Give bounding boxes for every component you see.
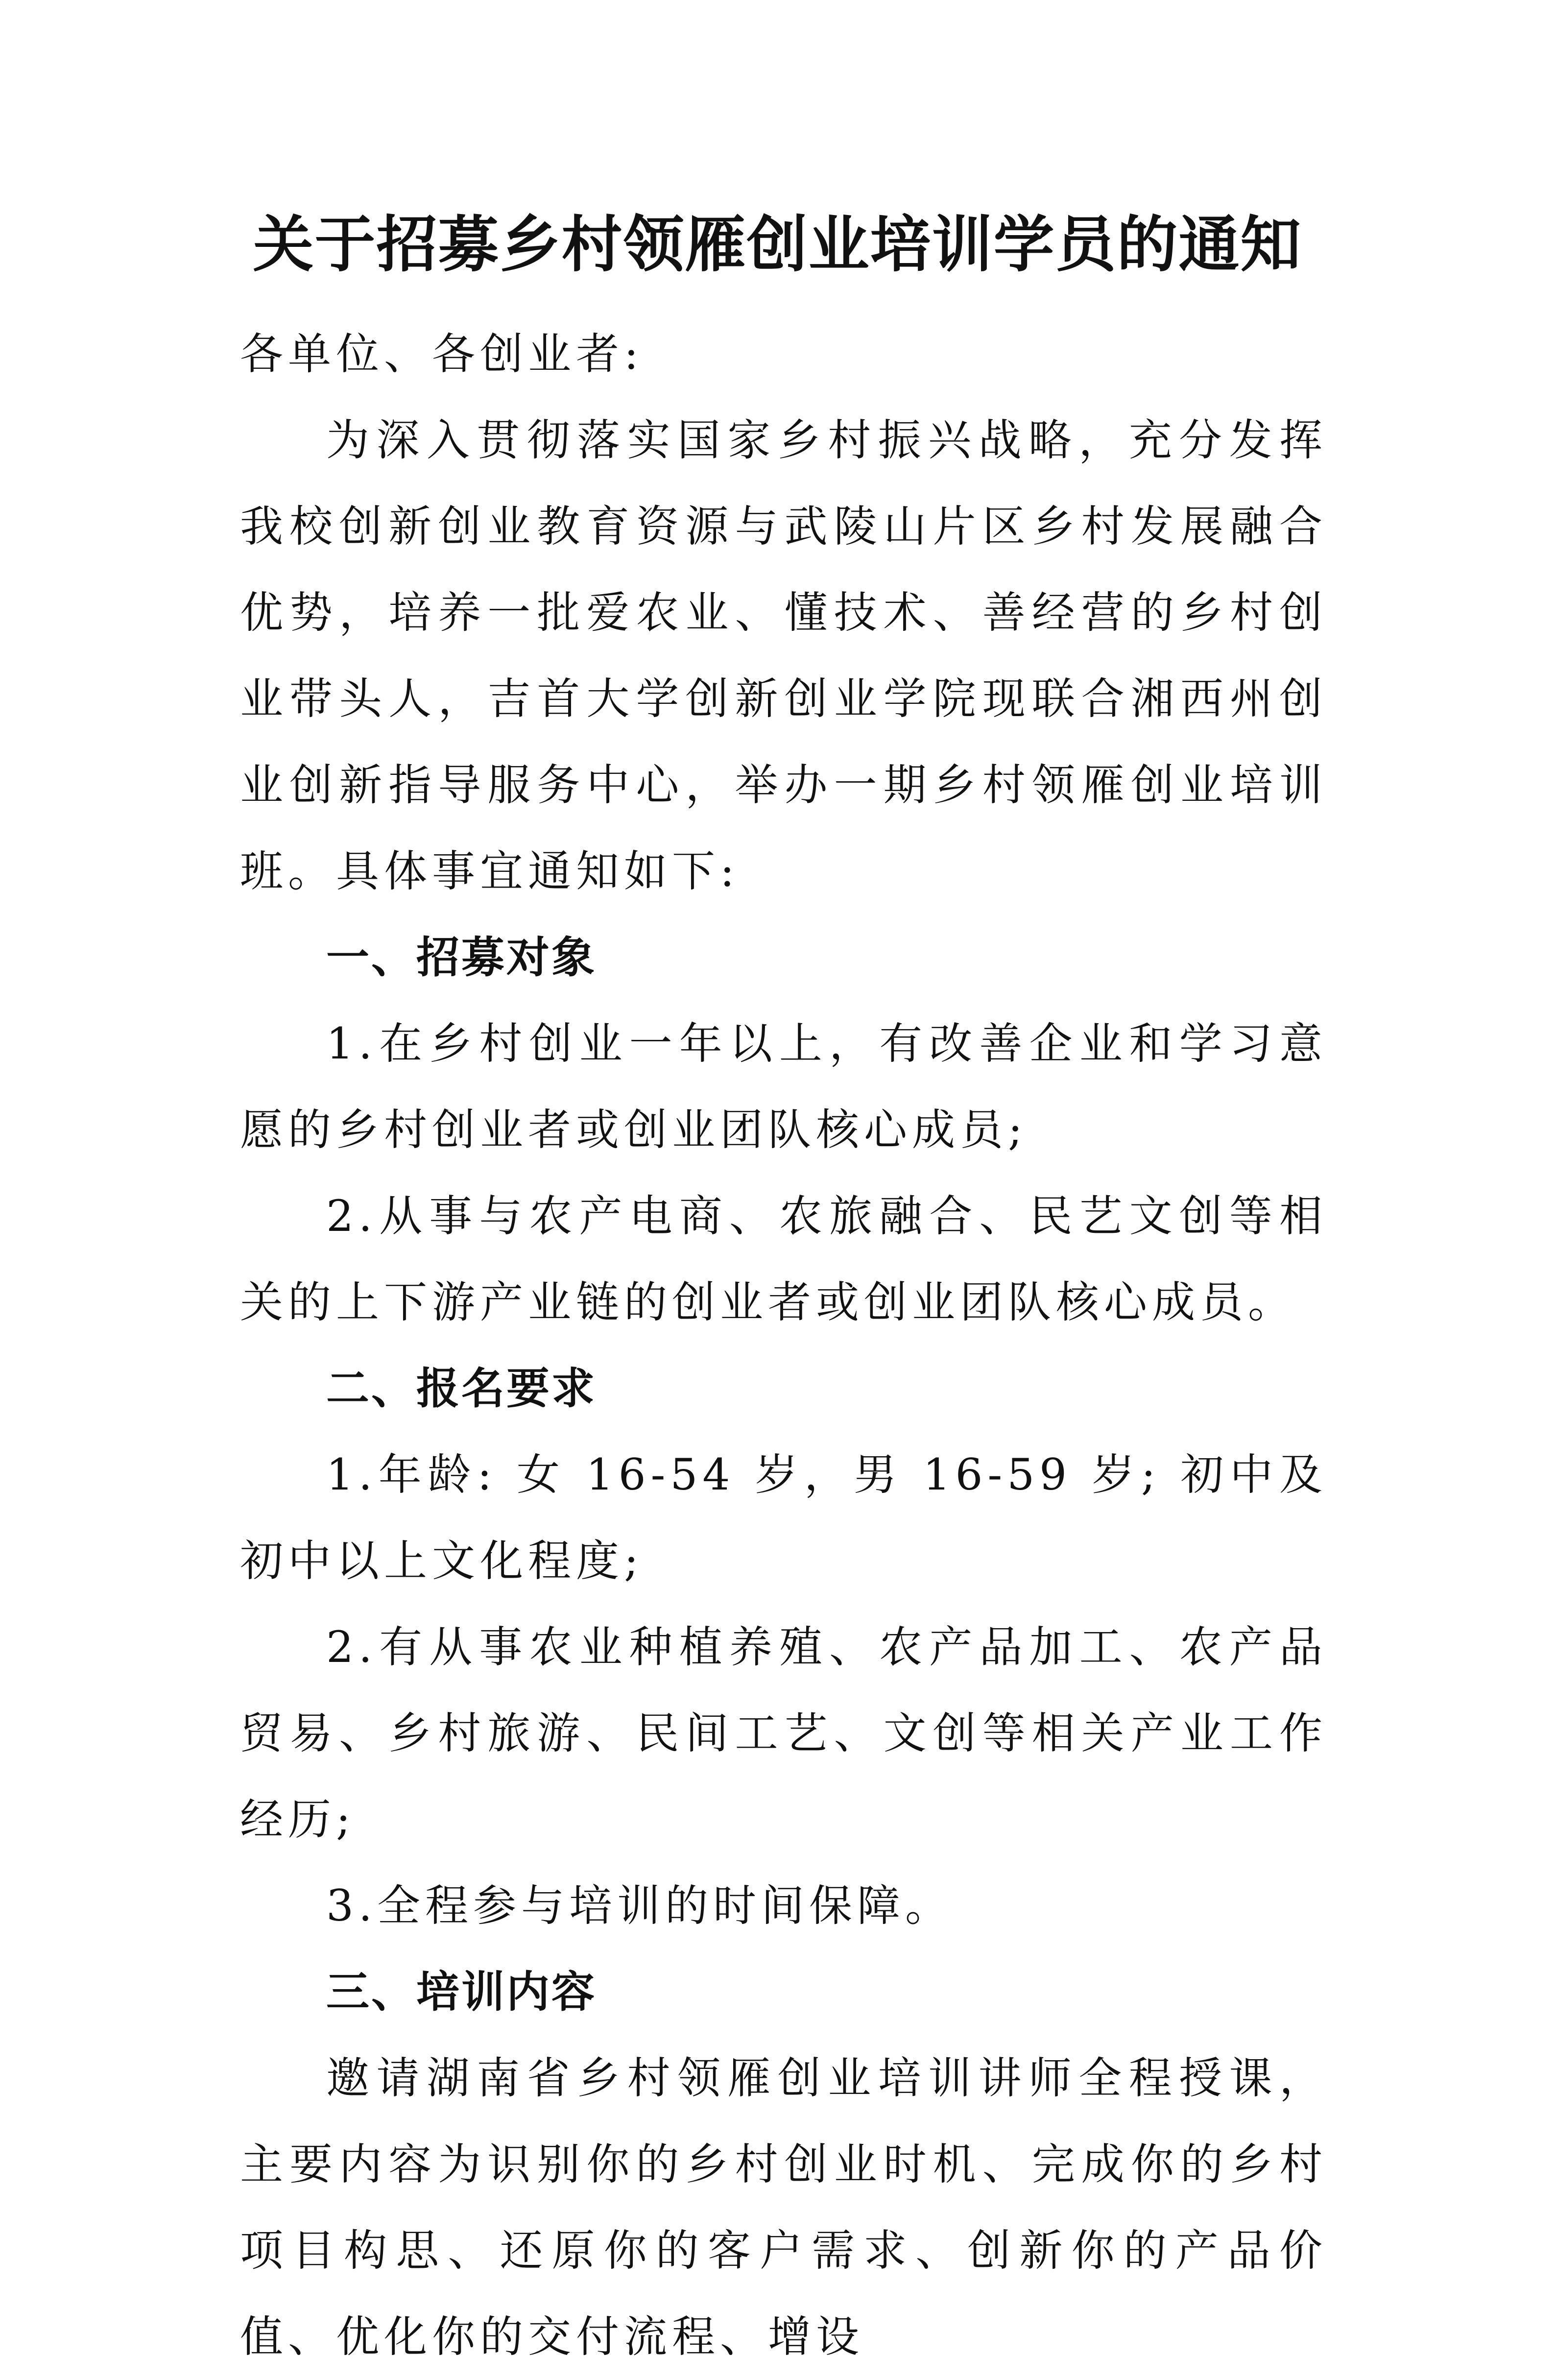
recruitment-target-item-2: 2.从事与农产电商、农旅融合、民艺文创等相关的上下游产业链的创业者或创业团队核心成员。: [240, 1191, 1327, 1327]
application-requirement-item-3: 3.全程参与培训的时间保障。: [326, 1880, 953, 1931]
section-heading-application-requirements: 二、报名要求: [326, 1363, 597, 1414]
intro-paragraph: 为深入贯彻落实国家乡村振兴战略，充分发挥我校创新创业教育资源与武陵山片区乡村发展融合优势，培养一批爱农业、懂技术、善经营的乡村创业带头人，吉首大学创新创业学院现联合湘西州创业创新指导服务中心，举办一期乡村领雁创业培训班。具体事宜通知如下:: [240, 415, 1327, 896]
application-requirement-item-2: 2.有从事农业种植养殖、农产品加工、农产品贸易、乡村旅游、民间工艺、文创等相关产业工作经历;: [240, 1622, 1327, 1845]
application-requirement-item-1: 1.年龄: 女 16-54 岁，男 16-59 岁; 初中及初中以上文化程度;: [240, 1449, 1327, 1586]
document-title: 关于招募乡村领雁创业培训学员的通知: [253, 209, 1302, 280]
salutation: 各单位、各创业者:: [240, 329, 644, 379]
training-content-paragraph: 邀请湖南省乡村领雁创业培训讲师全程授课，主要内容为识别你的乡村创业时机、完成你的乡村项目构思、还原你的客户需求、创新你的产品价值、优化你的交付流程、增设: [240, 2053, 1327, 2362]
recruitment-target-item-1: 1.在乡村创业一年以上，有改善企业和学习意愿的乡村创业者或创业团队核心成员;: [240, 1018, 1327, 1155]
section-heading-recruitment-target: 一、招募对象: [326, 932, 597, 983]
document-body: [240, 311, 1327, 2380]
section-heading-training-content: 三、培训内容: [326, 1967, 597, 2017]
